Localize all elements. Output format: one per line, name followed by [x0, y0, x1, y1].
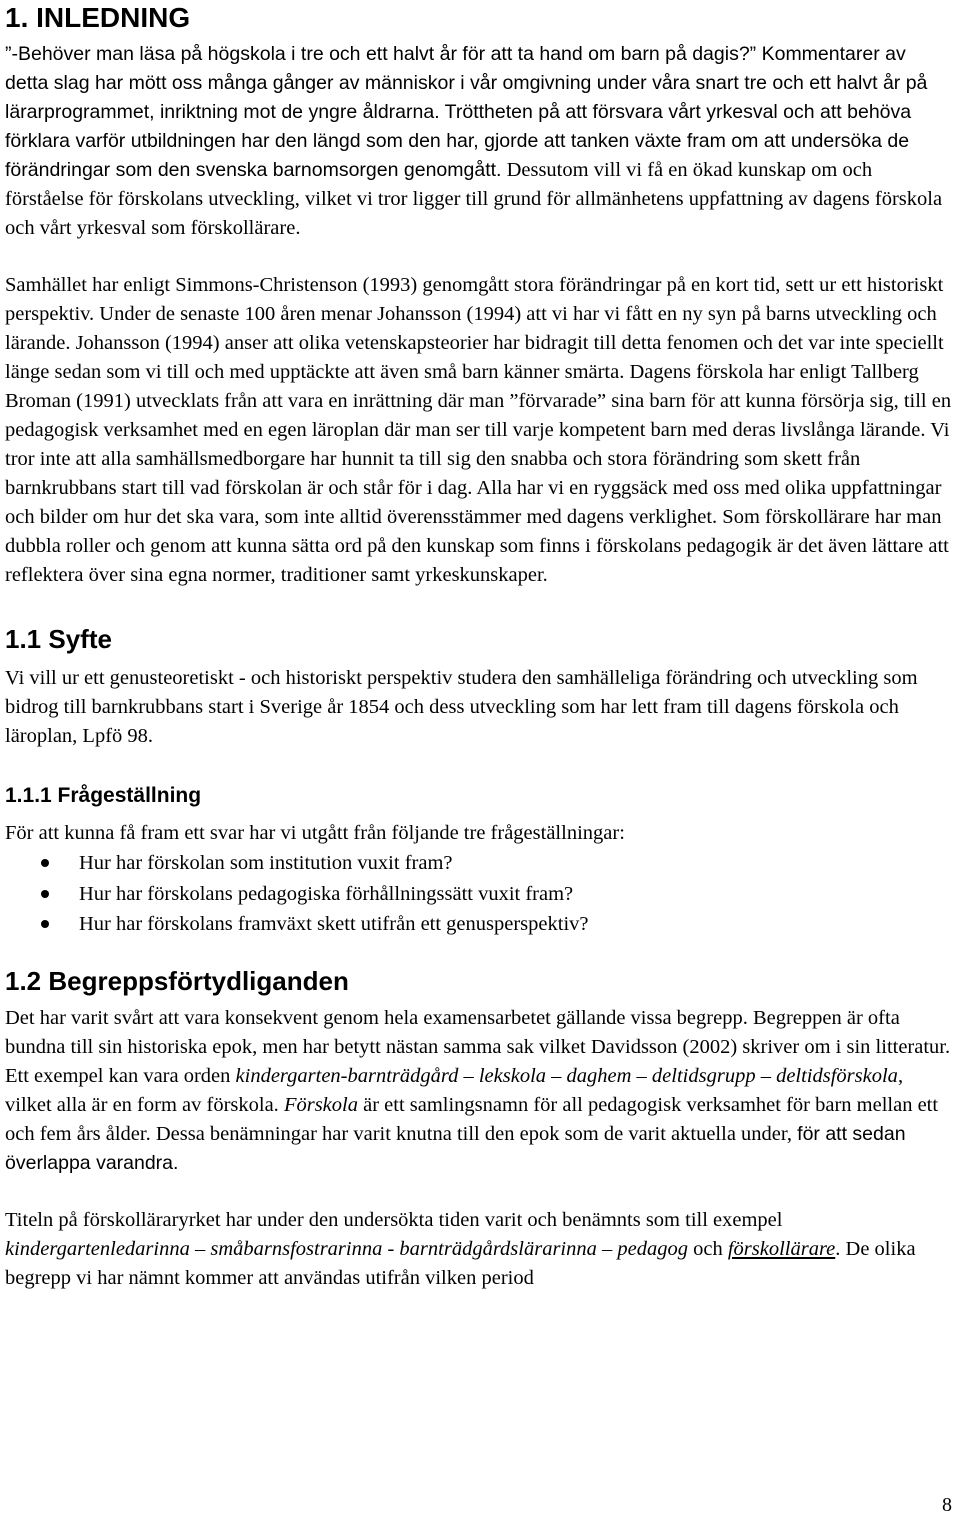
intro-paragraph [5, 40, 953, 243]
question-list [5, 848, 953, 940]
intro-rest: Tröttheten på att försvara vårt yrkesval och att behöva förklara varför utbildningen har den längd som den har, gjorde att tanken växte fram om att undersöka de förändringar som den svenska barnomsorgen genomgått. [5, 101, 912, 181]
page-number: 8 [942, 1494, 952, 1516]
fragestallning-intro: För att kunna få fram ett svar har vi utgått från följande tre frågeställningar: [5, 822, 625, 844]
term-list: kindergarten-barnträdgård – lekskola – daghem – deltidsgrupp – deltidsförskola [235, 1064, 898, 1087]
list-item: Hur har förskolans framväxt skett utifrån ett genusperspektiv? [5, 909, 953, 940]
heading-begrepp: 1.2 Begreppsförtydliganden [5, 965, 349, 996]
intro-quote: ”-Behöver man läsa på högskola i tre och ett halvt år för att ta hand om barn på dagis?” Kommentarer av detta slag har mött oss många gånger av människor i vår omgivning under våra snart tre och ett halvt år på lärarprogrammet, inriktning mot de yngre åldrarna. [5, 43, 928, 123]
list-item: Hur har förskolan som institution vuxit fram? [5, 848, 953, 879]
term-forskollarare: förskollärare [727, 1237, 836, 1260]
titel-paragraph: Titeln på förskolläraryrket har under den undersökta tiden varit och benämnts som till exempel kindergartenledarinna – småbarnsfostrarinna - barnträdgårdslärarinna – pedagog och förskollärare. De olika begrepp vi har nämnt kommer att användas utifrån vilken period [5, 1208, 916, 1289]
begrepp-paragraph: Det har varit svårt att vara konsekvent genom hela examensarbetet gällande vissa begrepp. Begreppen är ofta bundna till sin historiska epok, men har betytt nästan samma sak vilket Davidsson (2002) skriver om i sin litteratur. Ett exempel kan vara orden kindergarten-barnträdgård – lekskola – daghem – deltidsgrupp – deltidsförskola, vilket alla är en form av förskola. Förskola är ett samlingsnamn för all pedagogisk verksamhet för barn mellan ett och fem års ålder. Dessa benämningar har varit knutna till den epok som de varit aktuella under, för att sedan överlappa varandra. [5, 1006, 951, 1174]
syfte-paragraph: Vi vill ur ett genusteoretiskt - och historiskt perspektiv studera den samhälleliga förändring och utveckling som bidrog till barnkrubbans start i Sverige år 1854 och dess utveckling som har lett fram till dagens förskola och läroplan, Lpfö 98. [5, 667, 918, 747]
paragraph-samhallet: Samhället har enligt Simmons-Christenson (1993) genomgått stora förändringar på en kort tid, sett ur ett historiskt perspektiv. Under de senaste 100 åren menar Johansson (1994) att vi har vi fått en ny syn på barns utveckling och lärande. Johansson (1994) anser att olika vetenskapsteorier har bidragit till detta fenomen och det var inte speciellt länge sedan som vi till och med upptäckte att även små barn känner smärta. Dagens förskola har enligt Tallberg Broman (1991) utvecklats från att vara en inrättning där man ”förvarade” sina barn för att kunna försörja sig, till en pedagogisk verksamhet med en egen läroplan där man ser till varje kompetent barn med deras livslånga lärande. Vi tror inte att alla samhällsmedborgare har hunnit ta till sig den snabba och stora förändring som skett från barnkrubbans start till vad förskolan är och står för i dag. Alla har vi en ryggsäck med oss med olika uppfattningar och bilder om hur det ska vara, som inte alltid överensstämmer med dagens verklighet. Som förskollärare har man dubbla roller och genom att kunna sätta ord på den kunskap som finns i förskolans pedagogik är det även lättare att reflektera över sina egna normer, traditioner samt yrkeskunskaper. [5, 274, 952, 586]
title-term-list: kindergartenledarinna – småbarnsfostrarinna - barnträdgårdslärarinna – pedagog [5, 1237, 688, 1260]
term-forskola: Förskola [283, 1093, 358, 1116]
intro-serif: Dessutom vill vi få en ökad kunskap om och förståelse för förskolans utveckling, vilket vi tror ligger till grund för allmänhetens uppfattning av dagens förskola och vårt yrkesval som förskollärare. [5, 159, 943, 239]
heading-syfte: 1.1 Syfte [5, 624, 112, 654]
bullet-icon [41, 859, 49, 867]
list-item: Hur har förskolans pedagogiska förhållningssätt vuxit fram? [5, 879, 953, 910]
bullet-icon [41, 920, 49, 928]
bullet-icon [41, 890, 49, 898]
document-page [5, 0, 953, 1293]
heading-fragestallning: 1.1.1 Frågeställning [5, 784, 202, 807]
heading-inledning: 1. INLEDNING [5, 2, 191, 33]
